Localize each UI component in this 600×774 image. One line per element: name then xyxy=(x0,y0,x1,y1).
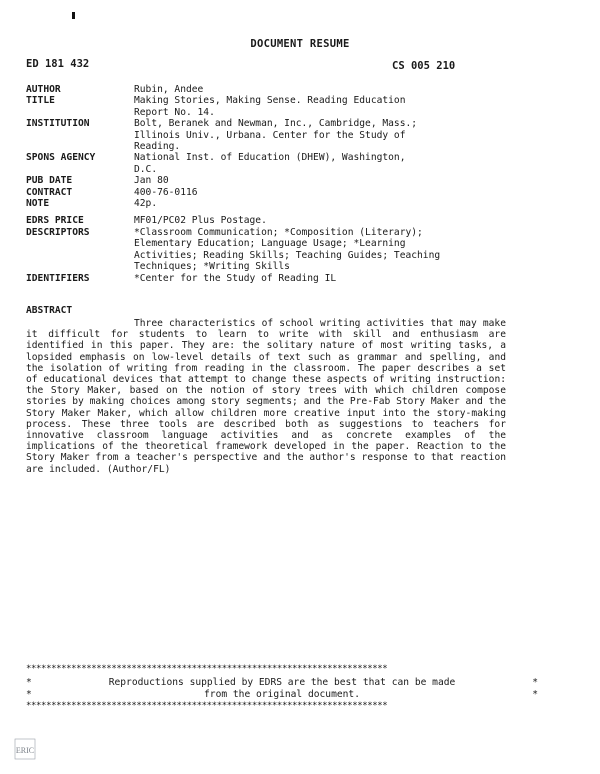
field-label: INSTITUTION xyxy=(26,118,90,130)
field-title xyxy=(26,95,586,118)
cs-number: CS 005 210 xyxy=(392,60,456,72)
notice-text-2: from the original document. xyxy=(204,689,360,700)
field-label: PUB DATE xyxy=(26,175,73,187)
scan-mark xyxy=(72,12,75,19)
field-edrs-price xyxy=(26,215,586,226)
abstract-heading: ABSTRACT xyxy=(26,305,73,316)
field-institution xyxy=(26,118,586,152)
field-label: AUTHOR xyxy=(26,84,61,95)
field-label: TITLE xyxy=(26,95,55,107)
ed-number: ED 181 432 xyxy=(26,58,90,70)
field-descriptors xyxy=(26,227,586,273)
field-value: MF01/PC02 Plus Postage. xyxy=(134,215,267,227)
notice-edge-right: * xyxy=(532,677,538,688)
field-value: 42p. xyxy=(134,198,158,210)
field-identifiers xyxy=(26,273,586,284)
field-label: CONTRACT xyxy=(26,186,73,198)
field-label: EDRS PRICE xyxy=(26,215,84,227)
eric-logo-icon xyxy=(14,738,36,760)
eric-logo-text: ERIC xyxy=(15,746,35,755)
abstract-text: Three characteristics of school writing activities that may make it difficult for students to learn to write with skill and enthusiasm are identified in this paper. They are: the solitary nature of most writing tasks, a lopsided emphasis on low-level details of text such as grammar and spelling, and the isolation of writing from reading in the classroom. The paper describes a set of educational devices that attempt to change these aspects of writing instruction: the Story Maker, based on the notion of story trees with which children compose stories by making choices among story segments; and the Pre-Fab Story Maker and the Story Maker Maker, which allow children more creative input into the story-making process. These three tools are described both as suggestions to teachers for innovative classroom language activities and as concrete examples of the implications of the theoretical framework developed in the paper. Reaction to the Story Maker from a teacher's perspective and the author's response to that reaction are included. (Author/FL) xyxy=(26,318,506,475)
field-value: *Center for the Study of Reading IL xyxy=(134,272,337,284)
star-border-bottom: ************************************************************************ xyxy=(26,701,388,711)
metadata-fields xyxy=(26,84,586,284)
notice-edge-left: * xyxy=(26,689,32,700)
field-label: DESCRIPTORS xyxy=(26,226,90,238)
notice-line-2 xyxy=(26,689,538,701)
field-note xyxy=(26,198,586,209)
field-contract xyxy=(26,187,586,198)
field-value: 400-76-0116 xyxy=(134,186,198,198)
field-spons-agency xyxy=(26,152,586,175)
field-value: Making Stories, Making Sense. Reading Education Report No. 14. xyxy=(134,95,406,118)
notice-edge-right: * xyxy=(532,689,538,700)
field-value: Bolt, Beranek and Newman, Inc., Cambridge, Mass.; Illinois Univ., Urbana. Center for the Study of Reading. xyxy=(134,118,418,153)
notice-text-1: Reproductions supplied by EDRS are the best that can be made xyxy=(108,677,456,688)
field-label: SPONS AGENCY xyxy=(26,152,96,164)
field-author xyxy=(26,84,586,95)
notice-edge-left: * xyxy=(26,677,32,688)
field-label: IDENTIFIERS xyxy=(26,272,90,284)
notice-line-1 xyxy=(26,677,538,689)
field-value: *Classroom Communication; *Composition (Literary); Elementary Education; Language Usage; *Learning Activities; Reading Skills; Teaching Guides; Teaching Techniques; *Writing Skills xyxy=(134,226,441,273)
reproduction-notice xyxy=(26,677,538,701)
star-border-top: ************************************************************************ xyxy=(26,664,388,674)
field-pub-date xyxy=(26,175,586,186)
field-label: NOTE xyxy=(26,198,50,210)
field-value: Rubin, Andee xyxy=(134,84,204,95)
field-value: National Inst. of Education (DHEW), Washington, D.C. xyxy=(134,152,406,175)
field-value: Jan 80 xyxy=(134,175,169,187)
document-title: DOCUMENT RESUME xyxy=(250,38,350,50)
